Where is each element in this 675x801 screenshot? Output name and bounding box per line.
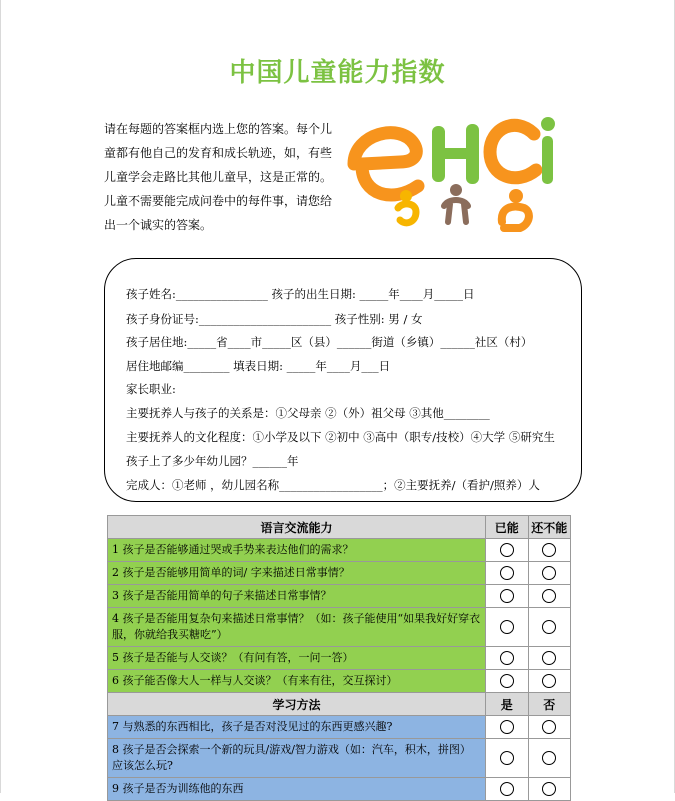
column-header-yes: 是 — [486, 693, 528, 716]
section-title: 学习方法 — [108, 693, 486, 716]
radio-yes[interactable] — [500, 543, 514, 557]
radio-yes[interactable] — [500, 751, 514, 765]
info-line-occupation[interactable]: 家长职业: — [126, 382, 176, 396]
column-header-yes: 已能 — [486, 516, 528, 539]
question-row — [108, 585, 571, 608]
info-line-completed-by[interactable]: 完成人：①老师 ，幼儿园名称__________________；②主要抚养/（看护/照养）人 — [126, 478, 540, 492]
info-line-name-birthdate[interactable]: 孩子姓名:________________ 孩子的出生日期: _____年____月_____日 — [126, 287, 475, 301]
question-text: 8 孩子是否会探索一个新的玩具/游戏/智力游戏（如：汽车，积木，拼图）应该怎么玩? — [108, 739, 486, 778]
questionnaire-table — [107, 515, 571, 801]
radio-no[interactable] — [542, 566, 556, 580]
radio-no[interactable] — [542, 720, 556, 734]
question-row — [108, 647, 571, 670]
radio-yes[interactable] — [500, 566, 514, 580]
radio-no[interactable] — [542, 782, 556, 796]
question-row — [108, 778, 571, 801]
question-text: 7 与熟悉的东西相比，孩子是否对没见过的东西更感兴趣? — [108, 716, 486, 739]
radio-yes[interactable] — [500, 589, 514, 603]
question-row — [108, 562, 571, 585]
radio-no[interactable] — [542, 543, 556, 557]
info-line-residence[interactable]: 孩子居住地:_____省____市_____区（县）______街道（乡镇）______社区（村） — [126, 335, 533, 349]
logo-letter-e — [354, 133, 418, 195]
radio-yes[interactable] — [500, 782, 514, 796]
child-figure-orange — [502, 189, 529, 228]
question-row — [108, 716, 571, 739]
question-row — [108, 739, 571, 778]
logo-letter-c — [490, 125, 536, 177]
section-header-learning — [108, 693, 571, 716]
ehci-logo — [340, 104, 568, 236]
question-text: 5 孩子是否能与人交谈？（有问有答，一问一答） — [108, 647, 486, 670]
radio-no[interactable] — [542, 589, 556, 603]
question-text: 9 孩子是否为训练他的东西 — [108, 778, 486, 801]
question-row — [108, 608, 571, 647]
logo-letter-i — [541, 117, 555, 184]
radio-yes[interactable] — [500, 674, 514, 688]
column-header-no: 否 — [528, 693, 570, 716]
column-header-no: 还不能 — [528, 516, 570, 539]
question-text: 6 孩子能否像大人一样与人交谈？（有来有往，交互探讨） — [108, 670, 486, 693]
radio-no[interactable] — [542, 751, 556, 765]
question-row — [108, 539, 571, 562]
radio-yes[interactable] — [500, 620, 514, 634]
info-line-id-gender[interactable]: 孩子身份证号:_______________________ 孩子性别: 男 / 女 — [126, 312, 423, 326]
radio-no[interactable] — [542, 674, 556, 688]
question-text: 4 孩子是否能用复杂句来描述日常事情？（如：孩子能使用“如果我好好穿衣服，你就给我买糖吃”） — [108, 608, 486, 647]
radio-yes[interactable] — [500, 720, 514, 734]
question-text: 2 孩子是否能够用简单的词/ 字来描述日常事情？ — [108, 562, 486, 585]
radio-no[interactable] — [542, 620, 556, 634]
section-header-language — [108, 516, 571, 539]
question-row — [108, 670, 571, 693]
section-title: 语言交流能力 — [108, 516, 486, 539]
info-line-caregiver-education[interactable]: 主要抚养人的文化程度：①小学及以下 ②初中 ③高中（职专/技校）④大学 ⑤研究生 — [126, 430, 555, 444]
logo-letter-h — [432, 124, 479, 184]
info-line-kindergarten-years[interactable]: 孩子上了多少年幼儿园？______年 — [126, 454, 299, 468]
intro-paragraph: 请在每题的答案框内选上您的答案。每个儿童都有他自己的发育和成长轨迹，如，有些儿童学会走路比其他儿童早，这是正常的。儿童不需要能完成问卷中的每件事，请您给出一个诚实的答案。 — [104, 122, 333, 232]
radio-yes[interactable] — [500, 651, 514, 665]
info-line-postcode-date[interactable]: 居住地邮编________ 填表日期: _____年____月___日 — [126, 359, 391, 373]
child-figure-brown — [444, 184, 468, 222]
info-line-caregiver-relation[interactable]: 主要抚养人与孩子的关系是：①父母亲 ②（外）祖父母 ③其他________ — [126, 406, 490, 420]
question-text: 3 孩子是否能用简单的句子来描述日常事情？ — [108, 585, 486, 608]
radio-no[interactable] — [542, 651, 556, 665]
page-title: 中国儿童能力指数 — [229, 58, 446, 88]
question-text: 1 孩子是否能够通过哭或手势来表达他们的需求？ — [108, 539, 486, 562]
